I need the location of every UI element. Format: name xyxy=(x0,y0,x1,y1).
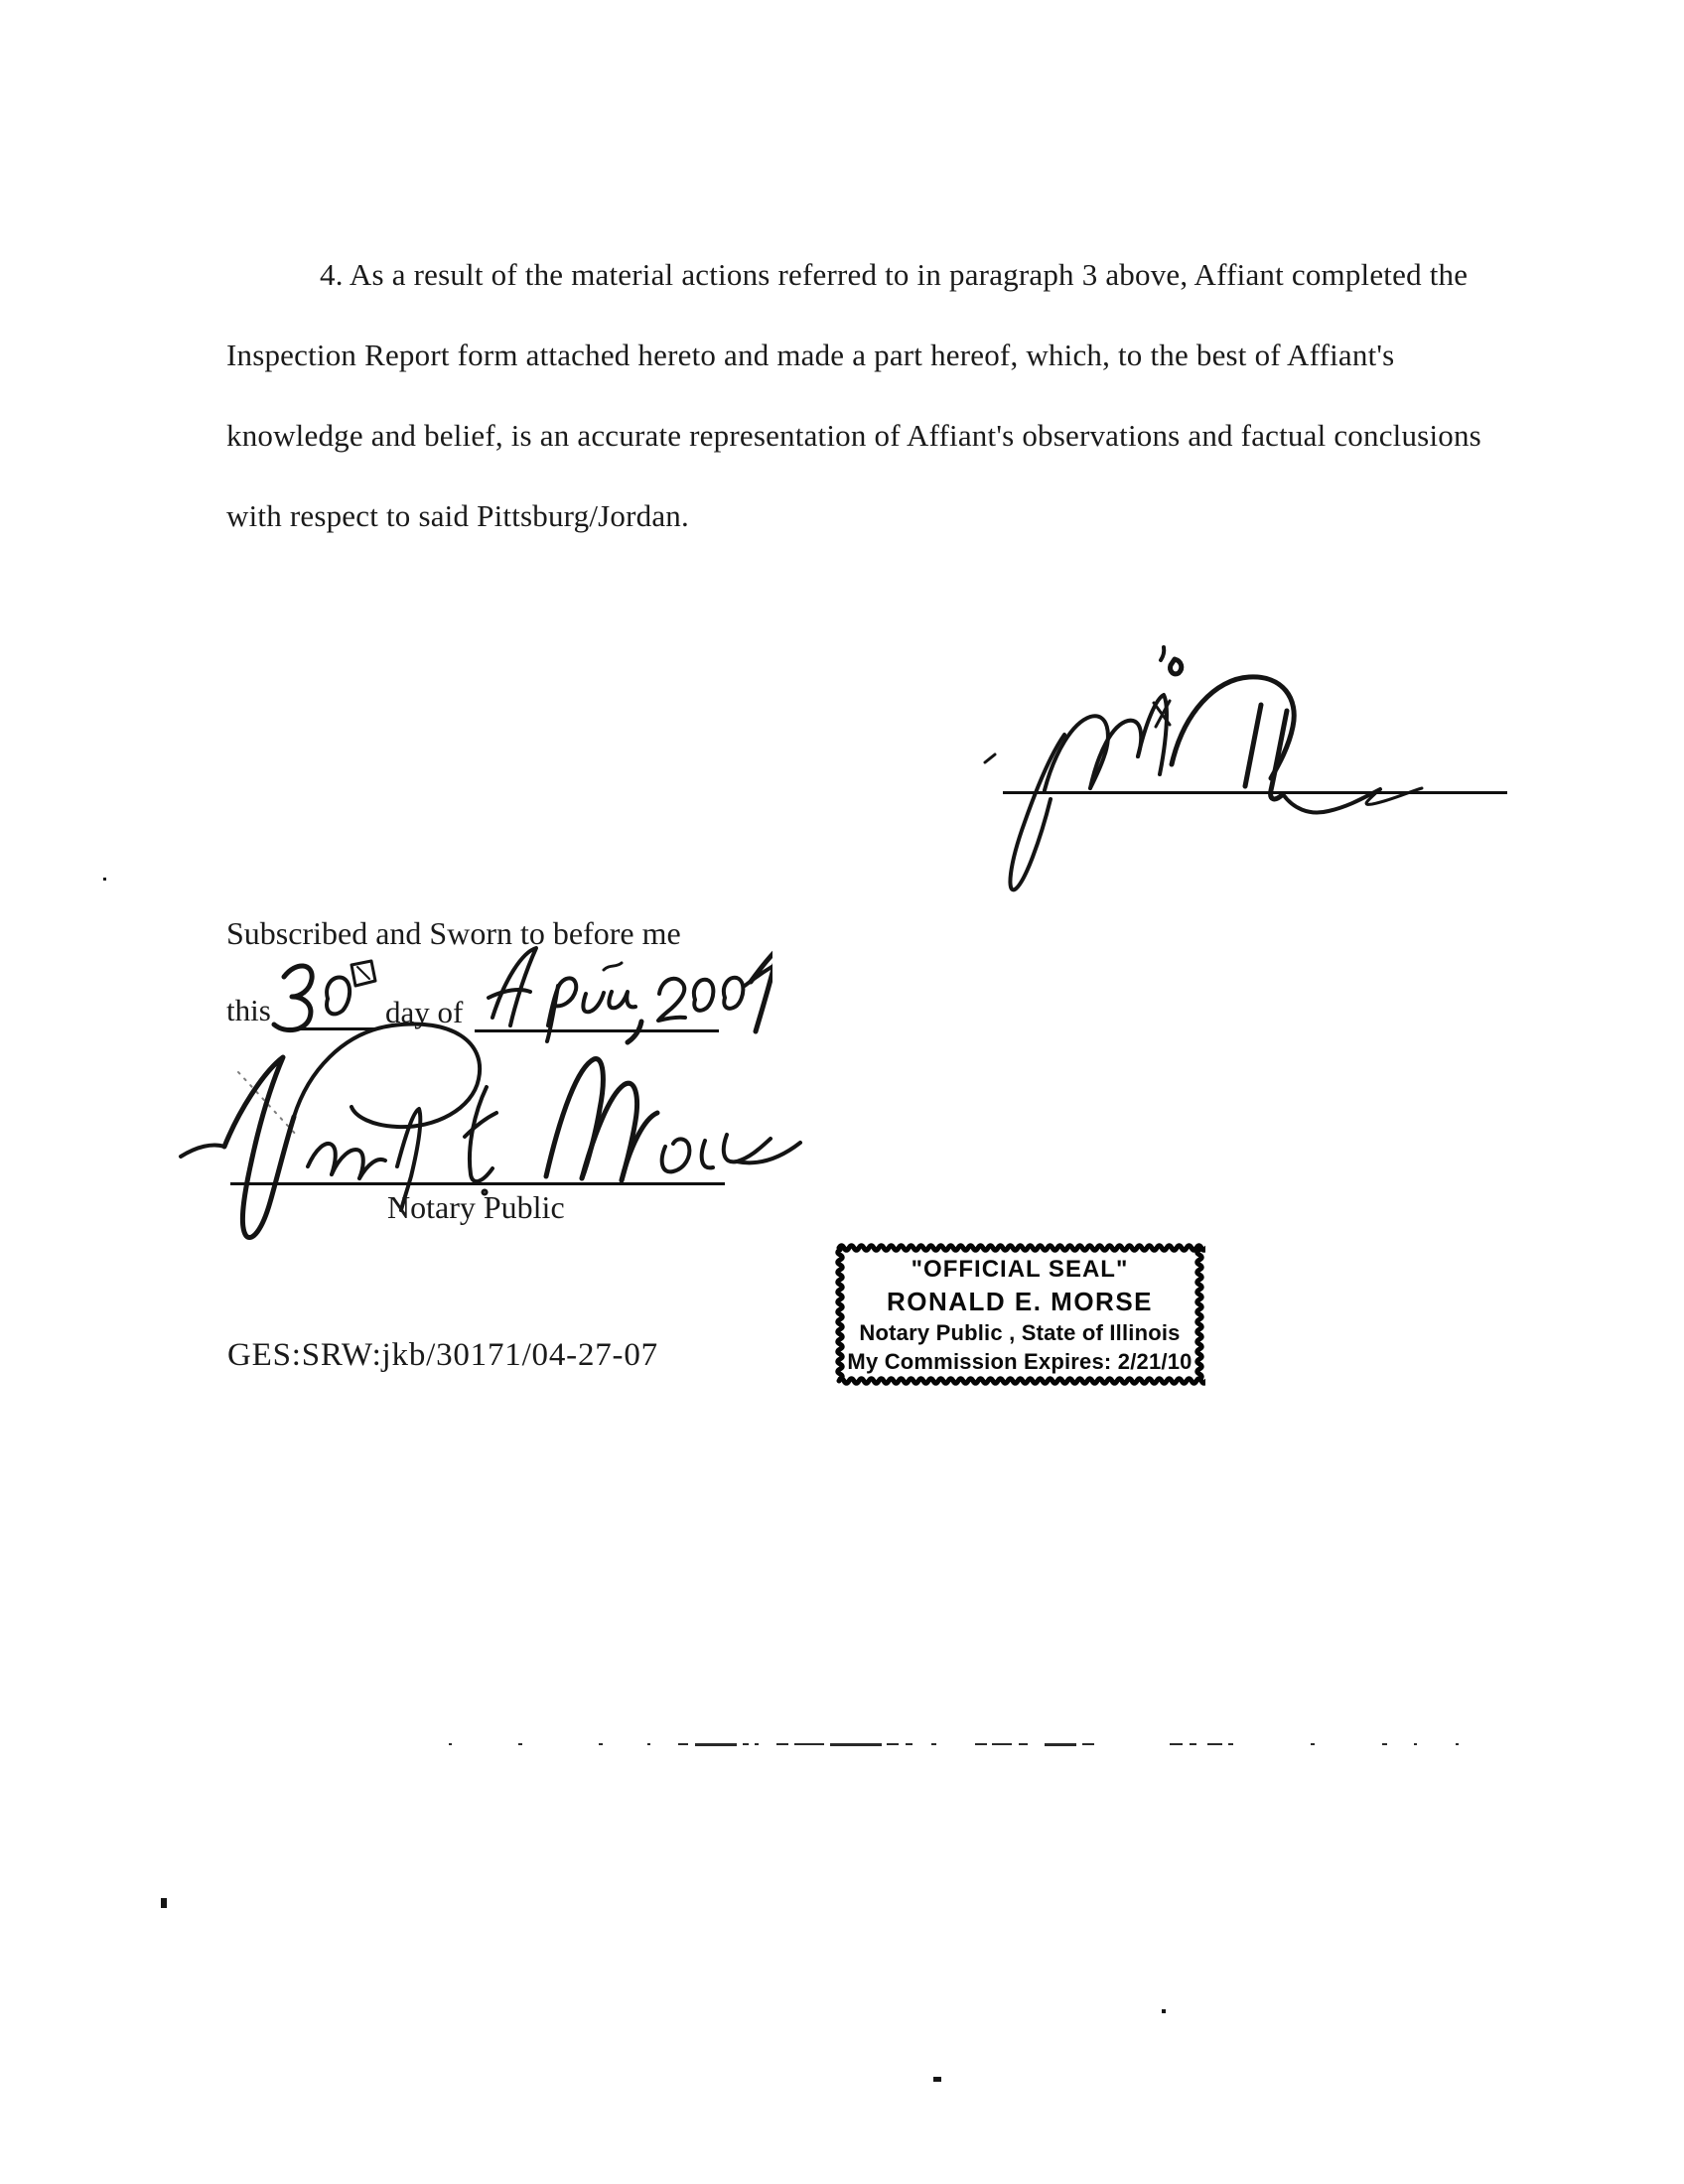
notary-public-label: Notary Public xyxy=(387,1189,565,1225)
seal-line-official-seal: "OFFICIAL SEAL" xyxy=(911,1256,1129,1283)
scan-speck xyxy=(1162,2009,1166,2013)
affiant-signature xyxy=(933,596,1529,913)
reference-code: GES:SRW:jkb/30171/04-27-07 xyxy=(227,1337,658,1373)
jurat-subscribed-text: Subscribed and Sworn to before me xyxy=(226,915,681,951)
affiant-signature-line xyxy=(1003,791,1507,794)
scan-speck xyxy=(103,878,106,881)
seal-line-commission-expires: My Commission Expires: 2/21/10 xyxy=(847,1349,1193,1374)
scan-speck xyxy=(933,2077,941,2082)
seal-line-notary-state: Notary Public , State of Illinois xyxy=(859,1320,1181,1345)
scan-artifact-line xyxy=(0,1743,1684,1746)
paragraph-4: 4. As a result of the material actions referred to in paragraph 3 above, Affiant completed the Inspection Report form attached hereto and made a part hereof, which, to the best of Affiant's knowledge and belief, is an accurate representation of Affiant's observations and factual conclusions with respect to said Pittsburg/Jordan. xyxy=(226,257,1481,533)
jurat-this-label: this xyxy=(226,993,271,1027)
scan-speck xyxy=(161,1898,167,1908)
jurat-day-of-label: day of xyxy=(385,995,464,1029)
notary-signature-line xyxy=(230,1182,725,1185)
seal-stamp-text xyxy=(834,1244,1205,1387)
seal-line-notary-name: RONALD E. MORSE xyxy=(886,1287,1154,1316)
